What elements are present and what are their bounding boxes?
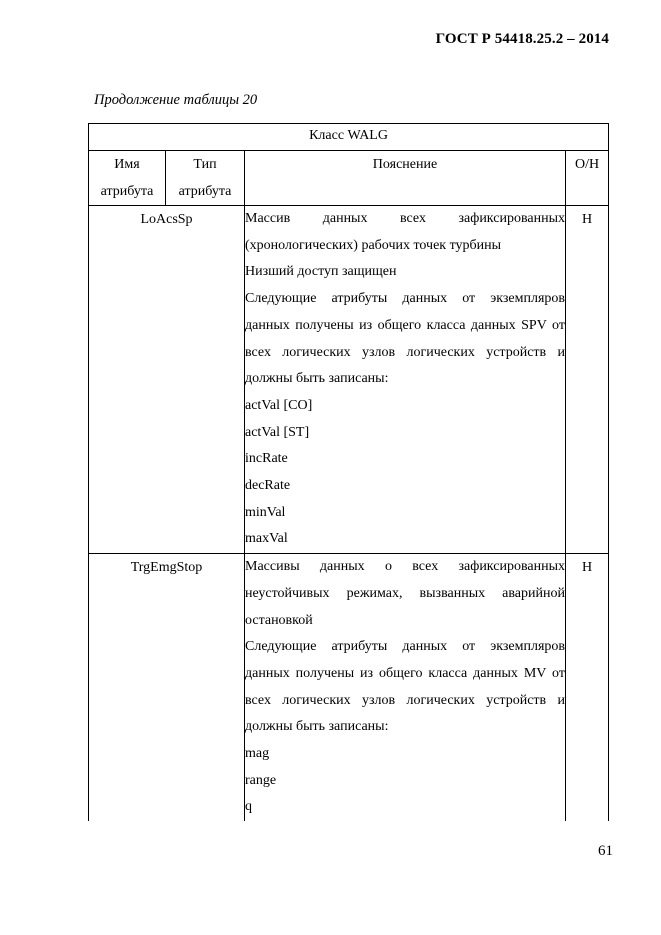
class-title: Класс WALG: [89, 124, 609, 151]
col-header-on: О/Н: [566, 151, 609, 206]
table-row: [89, 206, 609, 554]
data-attribute: actVal [ST]: [245, 424, 310, 440]
data-attribute: decRate: [245, 478, 291, 494]
data-attribute: range: [245, 772, 277, 788]
col-header-name: Имя атрибута: [89, 151, 166, 206]
col-header-type: Тип атрибута: [166, 151, 245, 206]
data-attribute: incRate: [245, 451, 288, 467]
data-attribute: maxVal: [245, 531, 288, 547]
attribute-description: Массив данных всех зафиксированных (хронологических) рабочих точек турбины Низший доступ защищен Следующие атрибуты данных от экземпляров данных получены из общего класса данных SPV от всех логических узлов логических устройств и должны быть записаны: actVal [CO] actVal [ST] incRate decRate minVal maxVal: [245, 206, 566, 554]
document-header: ГОСТ Р 54418.25.2 – 2014: [435, 31, 609, 47]
table-row: [89, 554, 609, 822]
col-header-description: Пояснение: [245, 151, 566, 206]
attribute-name: TrgEmgStop: [89, 554, 245, 822]
data-attribute: mag: [245, 746, 270, 762]
data-attribute: actVal [CO]: [245, 397, 313, 413]
data-attribute: minVal: [245, 504, 286, 520]
page-number: 61: [598, 843, 613, 859]
attribute-on: Н: [566, 206, 609, 554]
attribute-on: Н: [566, 554, 609, 822]
attribute-description: Массивы данных о всех зафиксированных неустойчивых режимах, вызванных аварийной остановкой Следующие атрибуты данных от экземпляров данных получены из общего класса данных MV от всех логических узлов логических устройств и должны быть записаны: mag range q: [245, 554, 566, 822]
data-attribute: q: [245, 799, 252, 815]
walg-table: [88, 123, 609, 821]
attribute-name: LoAcsSp: [89, 206, 245, 554]
table-caption: Продолжение таблицы 20: [94, 92, 258, 108]
